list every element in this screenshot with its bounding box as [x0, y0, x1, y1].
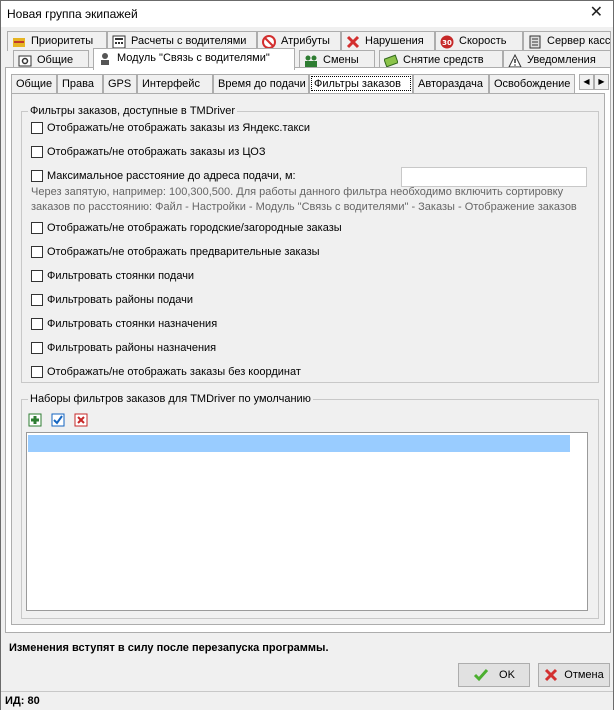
subtab-interface[interactable] — [137, 74, 213, 93]
checkbox[interactable] — [31, 170, 43, 182]
checkbox-label: Фильтровать стоянки подачи — [47, 270, 195, 282]
subtab-label: Освобождение — [494, 78, 571, 90]
tab-priorities[interactable] — [7, 31, 107, 51]
filter-sets-list[interactable] — [26, 432, 588, 611]
server-icon — [528, 35, 542, 49]
driver-icon — [98, 52, 112, 66]
checkbox[interactable] — [31, 122, 43, 134]
checkbox-orders-without-coords[interactable] — [31, 366, 301, 378]
edit-icon[interactable] — [51, 413, 65, 427]
warning-icon — [508, 54, 522, 68]
subtab-order-filters[interactable] — [309, 74, 413, 93]
checkbox-coz-orders[interactable] — [31, 146, 266, 158]
ok-button-label: OK — [499, 669, 515, 681]
checkbox-filter-destination-stands[interactable] — [31, 318, 217, 330]
tab-label: Расчеты с водителями — [131, 35, 247, 47]
checkbox-label: Отображать/не отображать заказы из ЦОЗ — [47, 146, 266, 158]
red-x-icon — [346, 35, 360, 49]
checkbox[interactable] — [31, 342, 43, 354]
tab-violations[interactable] — [341, 31, 435, 51]
tab-driver-module[interactable] — [93, 48, 295, 70]
calculator-icon — [112, 35, 126, 49]
tab-label: Снятие средств — [403, 54, 484, 66]
checkbox[interactable] — [31, 318, 43, 330]
tab-speed[interactable] — [435, 31, 523, 51]
checkbox-filter-destination-districts[interactable] — [31, 342, 216, 354]
checkbox-label: Фильтровать районы подачи — [47, 294, 194, 306]
tab-label: Нарушения — [365, 35, 424, 47]
tab-label: Уведомления — [527, 54, 596, 66]
checkbox-label: Максимальное расстояние до адреса подачи, м: — [47, 170, 296, 182]
tab-label: Атрибуты — [281, 35, 330, 47]
checkbox[interactable] — [31, 366, 43, 378]
subtab-label: Автораздача — [418, 78, 484, 90]
tab-scroll-right-button[interactable] — [594, 74, 609, 90]
settings-icon — [18, 54, 32, 68]
checkmark-icon — [473, 668, 489, 682]
list-item-selected[interactable] — [28, 435, 570, 452]
filters-group-title: Фильтры заказов, доступные в TMDriver — [30, 105, 236, 117]
checkbox-preliminary-orders[interactable] — [31, 246, 320, 258]
restart-notice: Изменения вступят в силу после перезапуска программы. — [9, 642, 329, 654]
subtab-general[interactable] — [11, 74, 57, 93]
people-icon — [304, 54, 318, 68]
subtab-label: Время до подачи — [218, 78, 306, 90]
title-bar — [1, 1, 613, 27]
speed-limit-icon — [440, 35, 454, 49]
subtab-rights[interactable] — [57, 74, 103, 93]
close-icon[interactable]: ✕ — [589, 4, 603, 21]
checkbox-label: Отображать/не отображать заказы без координат — [47, 366, 301, 378]
cancel-button[interactable] — [538, 663, 610, 687]
ok-button[interactable] — [458, 663, 530, 687]
checkbox[interactable] — [31, 222, 43, 234]
subtab-label: Интерфейс — [142, 78, 200, 90]
checkbox-label: Отображать/не отображать предварительные заказы — [47, 246, 320, 258]
subtab-label: Общие — [16, 78, 53, 90]
cancel-button-label: Отмена — [564, 669, 604, 681]
tab-label: Модуль "Связь с водителями" — [117, 52, 270, 64]
subtab-auto-dispatch[interactable] — [413, 74, 489, 93]
subtab-gps[interactable] — [103, 74, 137, 93]
tab-label: Общие — [37, 54, 74, 66]
checkbox-yandex-orders[interactable] — [31, 122, 310, 134]
tab-scroll-left-button[interactable] — [579, 74, 594, 90]
checkbox-label: Отображать/не отображать городские/загородные заказы — [47, 222, 342, 234]
no-smoking-icon — [262, 35, 276, 49]
checkbox[interactable] — [31, 246, 43, 258]
chevron-left-icon: ◀ — [583, 77, 590, 86]
filter-sets-group-title: Наборы фильтров заказов для TMDriver по умолчанию — [30, 393, 311, 405]
subtab-release[interactable] — [489, 74, 575, 93]
priority-icon — [12, 35, 26, 49]
svg-text:30: 30 — [442, 39, 452, 47]
window-title: Новая группа экипажей — [7, 7, 138, 21]
add-icon[interactable] — [28, 413, 42, 427]
subtab-time-before-pickup[interactable] — [213, 74, 309, 93]
checkbox[interactable] — [31, 146, 43, 158]
delete-icon[interactable] — [74, 413, 88, 427]
chevron-right-icon: ▶ — [598, 77, 605, 86]
checkbox-label: Фильтровать стоянки назначения — [47, 318, 218, 330]
status-bar — [1, 691, 613, 710]
checkbox[interactable] — [31, 294, 43, 306]
tab-label: Смены — [323, 54, 359, 66]
subtab-label: GPS — [108, 78, 132, 90]
tab-cash-server[interactable] — [523, 31, 611, 51]
distance-hint-text: Через запятую, например: 100,300,500. Для работы данного фильтра необходимо включить сортировку заказов по расстоянию: Файл - Настройки - Модуль "Связь с водителями" - Заказы - Отображение заказов — [31, 186, 577, 213]
checkbox-label: Фильтровать районы назначения — [47, 342, 217, 354]
checkbox-city-suburban-orders[interactable] — [31, 222, 342, 234]
checkbox-filter-pickup-districts[interactable] — [31, 294, 193, 306]
money-icon — [384, 54, 398, 68]
tab-label: Приоритеты — [31, 35, 94, 47]
tab-label: Сервер касс — [547, 35, 611, 47]
checkbox-filter-pickup-stands[interactable] — [31, 270, 194, 282]
subtab-label: Права — [62, 78, 94, 90]
cancel-x-icon — [544, 668, 558, 682]
id-label: ИД: 80 — [5, 695, 40, 707]
checkbox-label: Отображать/не отображать заказы из Яндекс.такси — [47, 122, 311, 134]
checkbox[interactable] — [31, 270, 43, 282]
checkbox-max-distance[interactable] — [31, 170, 296, 182]
tab-label: Скорость — [459, 35, 507, 47]
subtab-label: Фильтры заказов — [314, 78, 402, 90]
max-distance-input[interactable] — [401, 167, 587, 187]
